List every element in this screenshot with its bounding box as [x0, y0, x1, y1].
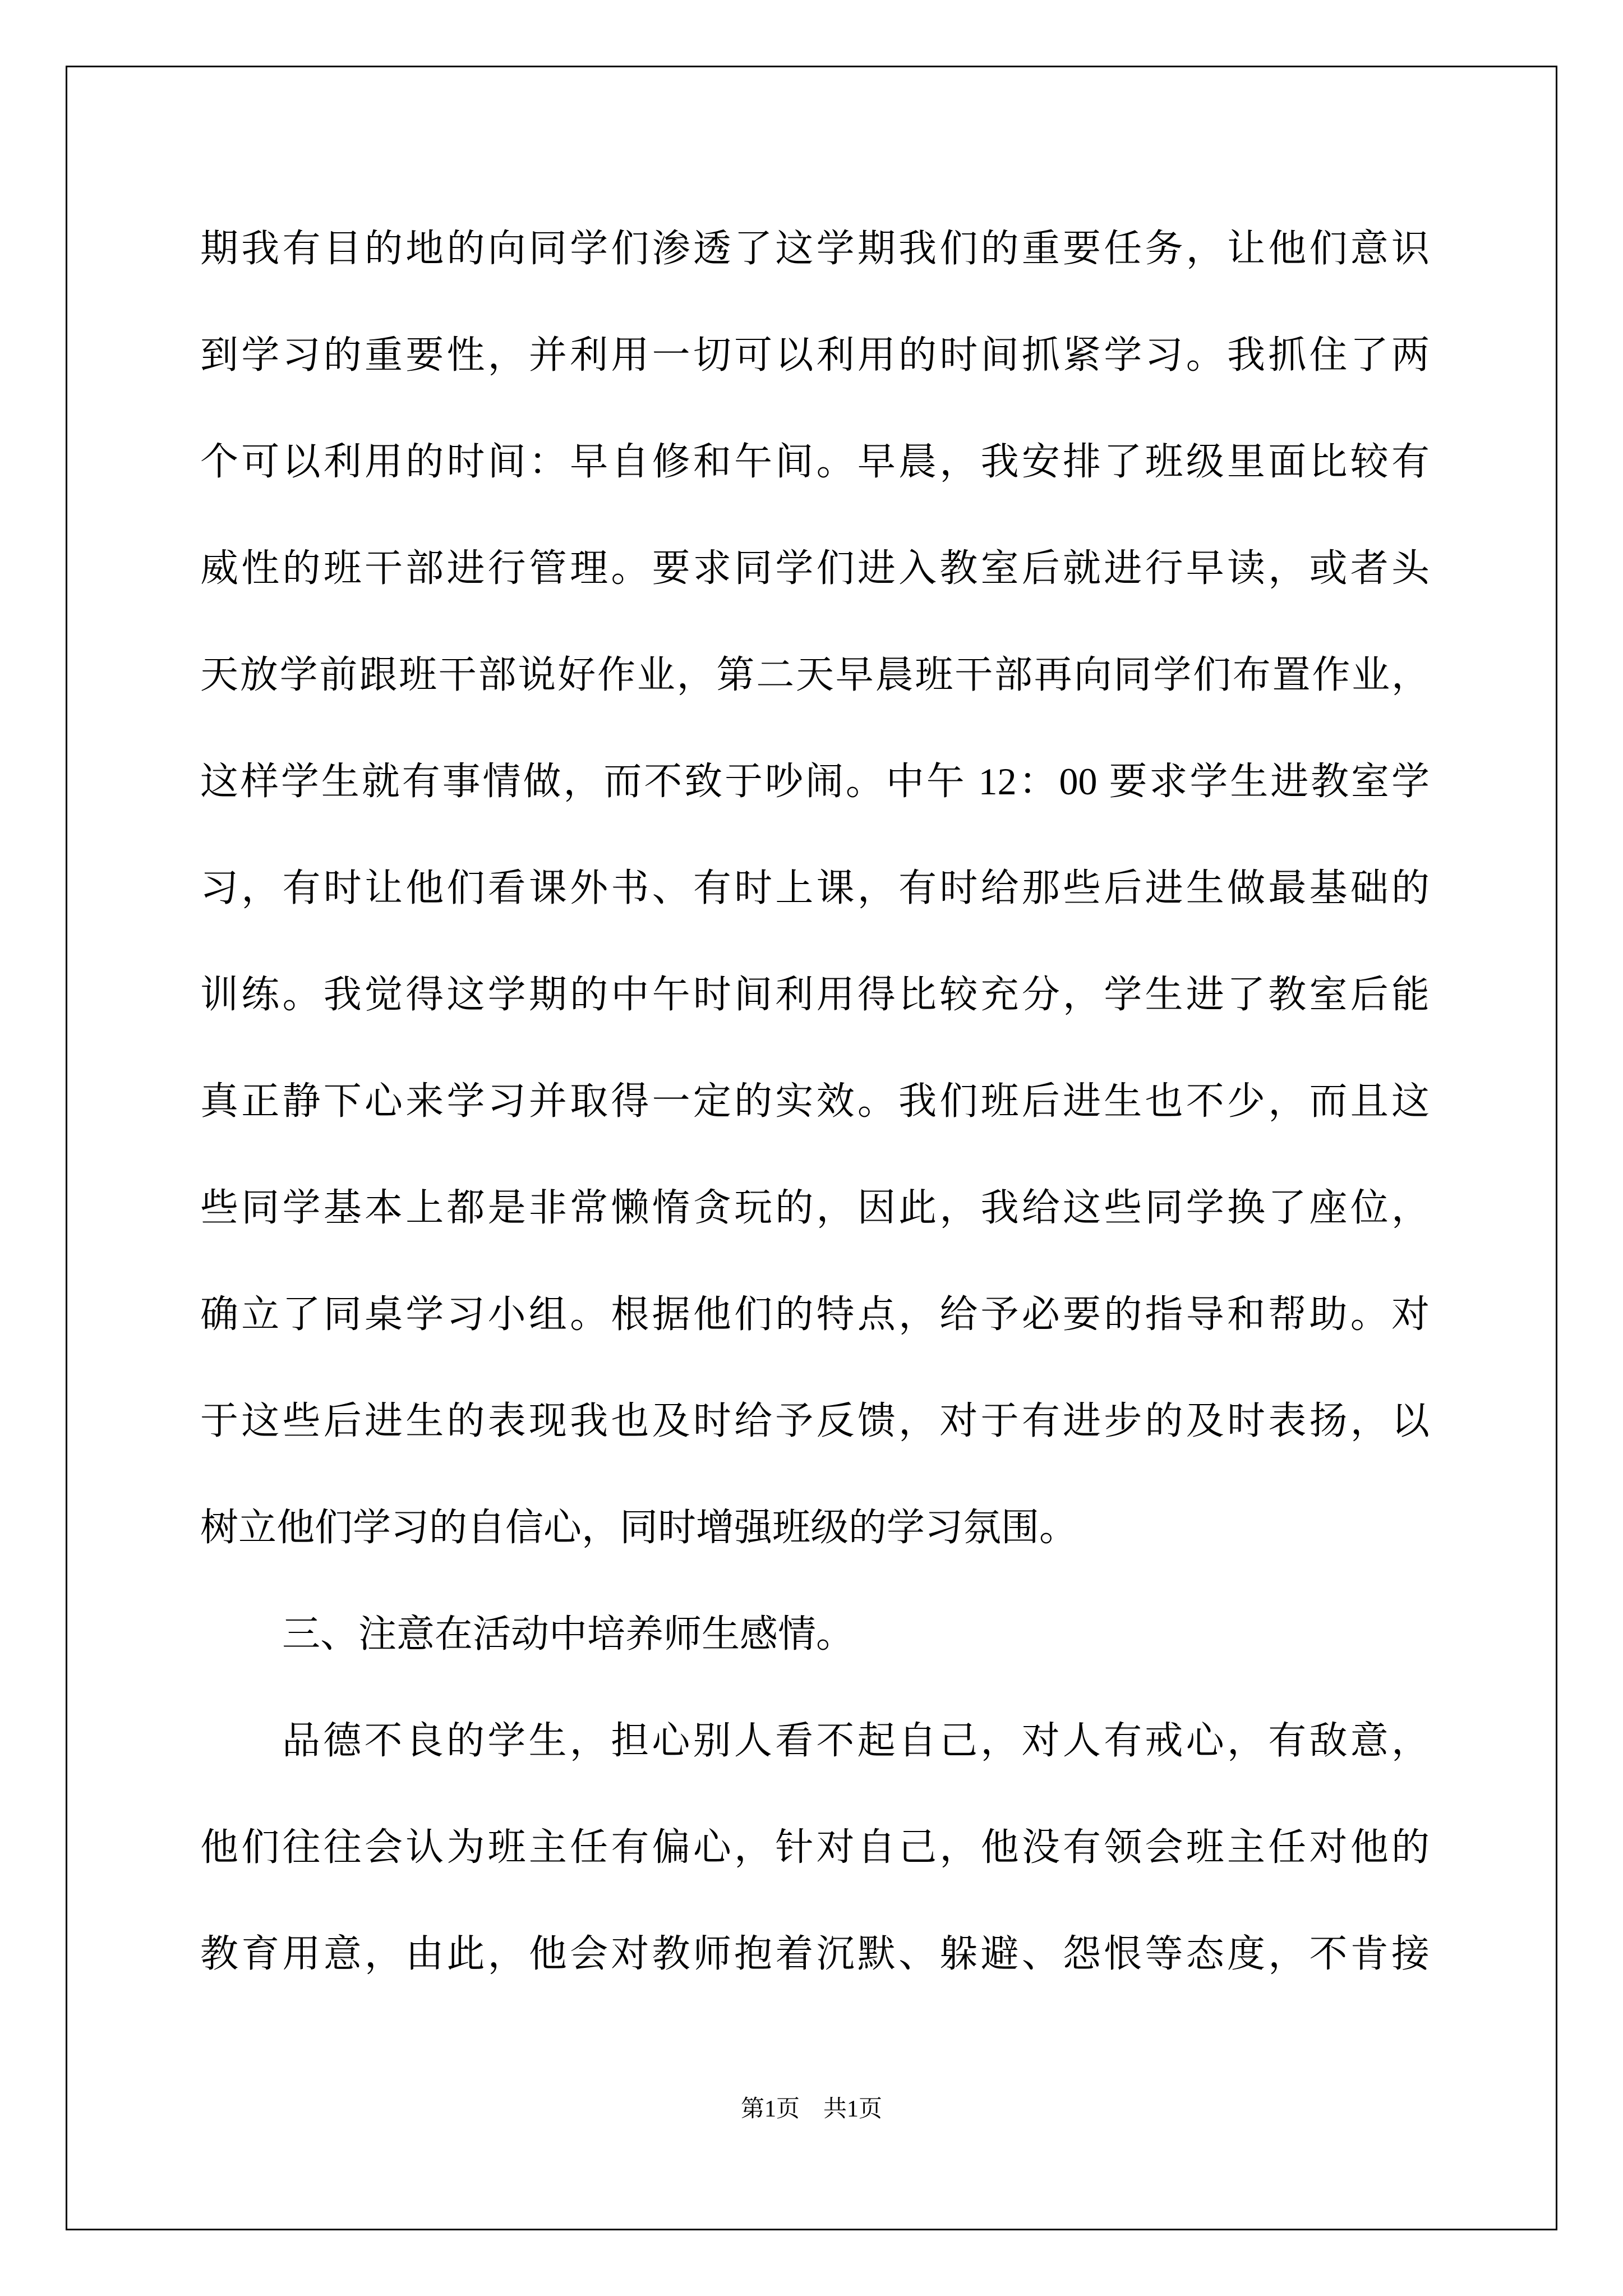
text-line: 期我有目的地的向同学们渗透了这学期我们的重要任务，让他们意识 — [200, 227, 1430, 270]
text-line: 习，有时让他们看课外书、有时上课，有时给那些后进生做最基础的 — [200, 867, 1430, 909]
text-line: 真正静下心来学习并取得一定的实效。我们班后进生也不少，而且这 — [200, 1080, 1430, 1122]
page-footer: 第1页 共1页 — [740, 2096, 882, 2122]
document-body — [200, 195, 1430, 2007]
text-line: 确立了同桌学习小组。根据他们的特点，给予必要的指导和帮助。对 — [200, 1293, 1430, 1336]
text-line: 他们往往会认为班主任有偏心，针对自己，他没有领会班主任对他的 — [200, 1826, 1430, 1869]
text-line: 品德不良的学生，担心别人看不起自己，对人有戒心，有敌意， — [282, 1719, 1430, 1762]
text-line: 这样学生就有事情做，而不致于吵闹。中午 12：00 要求学生进教室学 — [200, 760, 1430, 803]
text-line: 个可以利用的时间：早自修和午间。早晨，我安排了班级里面比较有 — [200, 440, 1430, 483]
section-heading — [200, 1581, 1430, 1687]
text-line: 天放学前跟班干部说好作业，第二天早晨班干部再向同学们布置作业， — [200, 654, 1430, 696]
section-heading-text: 三、注意在活动中培养师生感情。 — [282, 1613, 855, 1655]
text-line: 些同学基本上都是非常懒惰贪玩的，因此，我给这些同学换了座位， — [200, 1186, 1430, 1229]
text-line: 训练。我觉得这学期的中午时间利用得比较充分，学生进了教室后能 — [200, 973, 1430, 1016]
text-line: 教育用意，由此，他会对教师抱着沉默、躲避、怨恨等态度，不肯接 — [200, 1932, 1430, 1975]
paragraph — [200, 195, 1430, 1581]
text-line: 树立他们学习的自信心，同时增强班级的学习氛围。 — [200, 1506, 1078, 1549]
text-line: 到学习的重要性，并利用一切可以利用的时间抓紧学习。我抓住了两 — [200, 334, 1430, 376]
text-line: 于这些后进生的表现我也及时给予反馈，对于有进步的及时表扬，以 — [200, 1400, 1430, 1442]
text-line: 威性的班干部进行管理。要求同学们进入教室后就进行早读，或者头 — [200, 547, 1430, 590]
paragraph — [200, 1687, 1430, 2007]
